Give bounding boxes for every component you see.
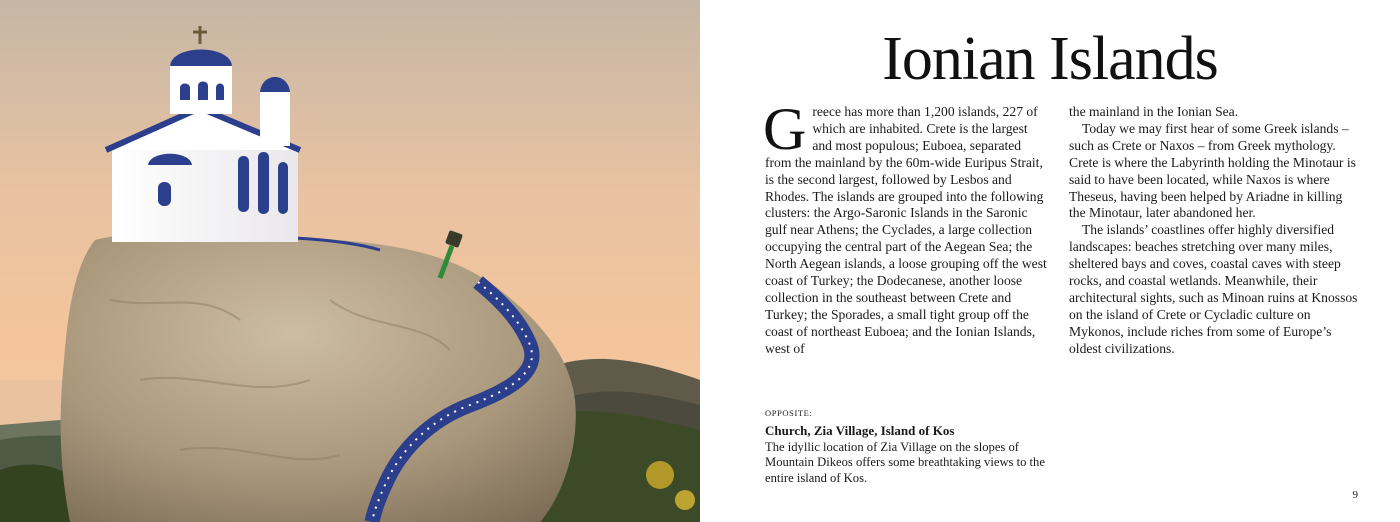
body-paragraph-2: Today we may first hear of some Greek islands – such as Crete or Naxos – from Greek mythology. Crete is where the Labyrinth holding the Minotaur is said to have been located, while Naxos is where Theseus, having been helped by Ariadne in killing the Minotaur, later abandoned her. [1069,120,1356,221]
body-paragraph-1 [763,96,1047,358]
page-title: Ionian Islands [882,25,1218,93]
body-text-1: reece has more than 1,200 islands, 227 of which are inhabited. Crete is the largest and most populous; Euboea, separated from the mainland by the 60m-wide Euripus Strait, is the second largest, followed by Lesbos and Rhodes. The islands are grouped into the following clusters: the Argo-Saronic Islands in the Saronic gulf near Athens; the Cyclades, a large collection occupying the central part of the Aegean Sea; the North Aegean islands, a loose grouping off the west coast of Turkey; the Dodecanese, another loose collection in the southeast between Crete and Turkey; the Sporades, a small tight group off the coast of northeast Euboea; and the Ionian Islands, west of [765,104,1047,356]
body-paragraph-continued: the mainland in the Ionian Sea. [1069,104,1239,119]
text-page [700,0,1400,522]
page-number: 9 [1352,489,1358,501]
text-column-2 [1069,104,1361,358]
caption-kicker: OPPOSITE: [765,408,813,418]
text-column-1 [763,96,1047,358]
caption-title: Church, Zia Village, Island of Kos [765,423,955,439]
caption-text: The idyllic location of Zia Village on the slopes of Mountain Dikeos offers some breathtaking views to the entire island of Kos. [765,439,1045,485]
body-paragraph-3: The islands’ coastlines offer highly diversified landscapes: beaches stretching over many miles, sheltered bays and coves, coastal caves with steep rocks, and coastal wetlands. Meanwhile, their architectural sights, such as Minoan ruins at Knossos on the island of Crete or Cycladic culture on Mykonos, include riches from some of Europe’s oldest civilizations. [1069,222,1358,356]
photo-caption [765,406,1065,486]
drop-cap: G [763,96,807,162]
